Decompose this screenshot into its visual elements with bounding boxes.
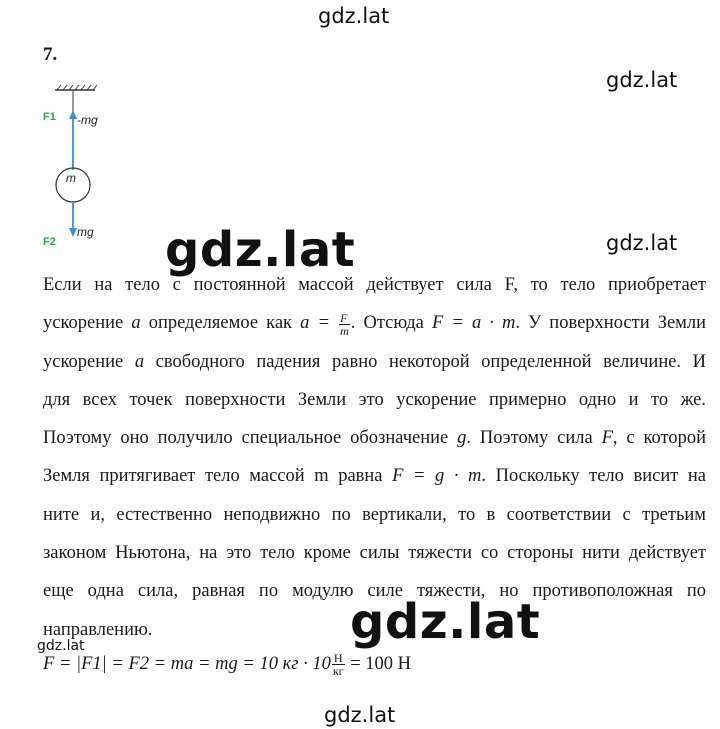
watermark-bottom: gdz.lat xyxy=(324,703,396,727)
watermark-top: gdz.lat xyxy=(318,4,390,28)
label-mass: m xyxy=(66,171,76,185)
watermark-big-lower: gdz.lat xyxy=(350,594,541,650)
text-line: законом Ньютона, на это тело кроме силы тяжести со стороны нити действует xyxy=(43,543,706,564)
fraction-f-over-m: $\frac{F}{m}$ xyxy=(340,310,349,338)
arrow-up-icon xyxy=(69,110,77,119)
label-f1: F1 xyxy=(43,111,56,123)
text-line: Поэтому оно получило специальное обозначение g. Поэтому сила F, с которой xyxy=(43,428,707,449)
label-mg: mg xyxy=(77,225,94,239)
explanation-paragraph xyxy=(43,266,706,649)
label-minus-mg: -mg xyxy=(77,113,98,127)
text-line: направлению. xyxy=(43,619,153,640)
text-line: для всех точек поверхности Земли это ускорение примерно одно и то же. xyxy=(43,389,706,410)
text-line: ните и, естественно неподвижно по вертикали, то в соответствии с третьим xyxy=(43,504,706,525)
text-line: ускорение a определяемое как a = $\frac{F}{m}$ . Отсюда F = a · m. У поверхности Земли xyxy=(43,310,707,338)
ceiling-hatch-icon xyxy=(55,85,97,90)
arrow-down-icon xyxy=(69,228,77,237)
text-line: ускорение a свободного падения равно некоторой определенной величине. И xyxy=(43,351,706,372)
text-line: еще одна сила, равная по модулю силе тяжести, но противоположная по xyxy=(43,581,706,602)
problem-number: 7. xyxy=(43,44,58,65)
final-formula: F = |F1| = F2 = ma = mg = 10 кг · 10 $\frac{Н}{кг}$ = 100 Н xyxy=(43,651,412,678)
fraction-n-over-kg: $\frac{Н}{кг}$ xyxy=(332,651,344,678)
watermark-small-left: gdz.lat xyxy=(37,638,85,654)
label-f2: F2 xyxy=(43,236,56,248)
watermark-right-upper: gdz.lat xyxy=(606,68,678,92)
force-diagram xyxy=(40,82,120,252)
watermark-big-middle: gdz.lat xyxy=(165,222,356,278)
text-line: Если на тело с постоянной массой действует сила F, то тело приобретает xyxy=(43,275,706,295)
watermark-right-middle: gdz.lat xyxy=(606,231,678,255)
text-line: Земля притягивает тело массой m равна F = g · m. Поскольку тело висит на xyxy=(43,466,706,487)
